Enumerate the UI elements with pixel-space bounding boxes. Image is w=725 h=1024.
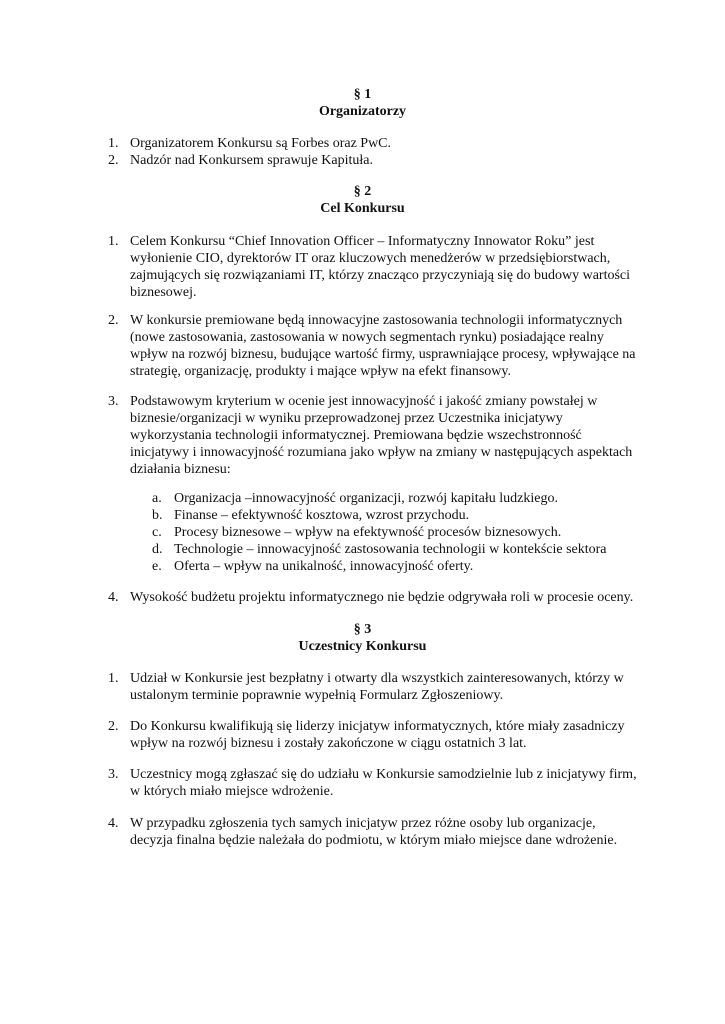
item-number: 3. (108, 767, 119, 782)
item-text-line: Uczestnicy mogą zgłaszać się do udziału w Konkursie samodzielnie lub z inicjatywy firm, (130, 767, 637, 782)
item-text-line: biznesowej. (130, 285, 197, 300)
item-text-line: Udział w Konkursie jest bezpłatny i otwarty dla wszystkich zainteresowanych, którzy w (130, 671, 624, 686)
sub-item-letter: e. (152, 559, 162, 574)
item-number: 1. (108, 136, 119, 151)
item-text-line: zajmujących się rozwiązaniami IT, którzy znacząco przyczyniają się do budowy wartości (130, 268, 631, 283)
item-text-line: decyzja finalna będzie należała do podmiotu, w którym miało miejsce dane wdrożenie. (130, 833, 618, 848)
sub-item-letter: c. (152, 525, 162, 540)
item-text-line: wykorzystania technologii informatycznej. Premiowana będzie wszechstronność (130, 428, 582, 443)
item-text: Organizatorem Konkursu są Forbes oraz PwC. (130, 136, 392, 151)
item-text-line: wyłonienie CIO, dyrektorów IT oraz kluczowych menedżerów w przedsiębiorstwach, (130, 251, 611, 266)
section-2-heading (0, 183, 725, 217)
item-text-line: Podstawowym kryterium w ocenie jest innowacyjność i jakość zmiany powstałej w (130, 394, 598, 409)
sub-item-letter: b. (152, 508, 163, 523)
section-number: § 1 (353, 87, 372, 102)
sub-item-text: Procesy biznesowe – wpływ na efektywność procesów biznesowych. (174, 525, 562, 540)
item-text-line: wpływ na rozwój biznesu i zostały zakończone w ciągu ostatnich 3 lat. (130, 736, 527, 751)
sub-list-item (152, 490, 652, 507)
sub-list-item (152, 541, 652, 558)
sub-list-item (152, 507, 652, 524)
sub-item-letter: d. (152, 542, 163, 557)
section-3-heading (0, 621, 725, 655)
list-item (108, 670, 648, 704)
item-text-line: Celem Konkursu “Chief Innovation Officer – Informatyczny Innowator Roku” jest (130, 234, 595, 249)
list-item (108, 589, 648, 606)
section-number: § 2 (353, 184, 372, 199)
sub-item-text: Oferta – wpływ na unikalność, innowacyjność oferty. (174, 559, 474, 574)
item-text: Wysokość budżetu projektu informatycznego nie będzie odgrywała roli w procesie oceny. (130, 590, 634, 605)
list-item (108, 766, 648, 800)
item-number: 2. (108, 153, 119, 168)
item-text-line: wpływ na rozwój biznesu, budujące wartość firmy, usprawniające procesy, wpływające na (130, 347, 636, 362)
sub-item-text: Finanse – efektywność kosztowa, wzrost przychodu. (174, 508, 470, 523)
list-item (108, 233, 648, 301)
item-text-line: W przypadku zgłoszenia tych samych inicjatyw przez różne osoby lub organizacje, (130, 816, 596, 831)
sub-list-item (152, 524, 652, 541)
list-item (108, 312, 648, 380)
item-number: 4. (108, 590, 119, 605)
list-item (108, 152, 648, 169)
list-item (108, 135, 648, 152)
item-text-line: (nowe zastosowania, zastosowania w nowych segmentach rynku) posiadające realny (130, 330, 604, 345)
item-text-line: ustalonym terminie poprawnie wypełnią Formularz Zgłoszeniowy. (130, 688, 504, 703)
sub-list-item (152, 558, 652, 575)
sub-item-text: Organizacja –innowacyjność organizacji, rozwój kapitału ludzkiego. (174, 491, 558, 506)
section-title: Uczestnicy Konkursu (298, 639, 427, 654)
list-item (108, 393, 648, 478)
item-number: 4. (108, 816, 119, 831)
section-1-heading (0, 86, 725, 120)
section-title: Cel Konkursu (320, 201, 405, 216)
item-number: 1. (108, 671, 119, 686)
item-text-line: inicjatywy i innowacyjność rozumiana jako wpływ na zmiany w następujących aspektach (130, 445, 633, 460)
item-number: 2. (108, 719, 119, 734)
item-text-line: W konkursie premiowane będą innowacyjne zastosowania technologii informatycznych (130, 313, 623, 328)
item-text: Nadzór nad Konkursem sprawuje Kapituła. (130, 153, 373, 168)
item-number: 3. (108, 394, 119, 409)
list-item (108, 718, 648, 752)
item-text-line: w których miało miejsce wdrożenie. (130, 784, 334, 799)
item-text-line: Do Konkursu kwalifikują się liderzy inicjatyw informatycznych, które miały zasadniczy (130, 719, 625, 734)
section-title: Organizatorzy (318, 104, 407, 119)
list-item (108, 815, 648, 849)
sub-item-letter: a. (152, 491, 162, 506)
sub-item-text: Technologie – innowacyjność zastosowania technologii w kontekście sektora (174, 542, 607, 557)
item-text-line: działania biznesu: (130, 462, 231, 477)
item-number: 2. (108, 313, 119, 328)
item-number: 1. (108, 234, 119, 249)
item-text-line: strategię, organizację, produkty i mające wpływ na efekt finansowy. (130, 364, 511, 379)
section-number: § 3 (353, 622, 372, 637)
item-text-line: biznesie/organizacji w wyniku przeprowadzonej przez Uczestnika inicjatywy (130, 411, 563, 426)
